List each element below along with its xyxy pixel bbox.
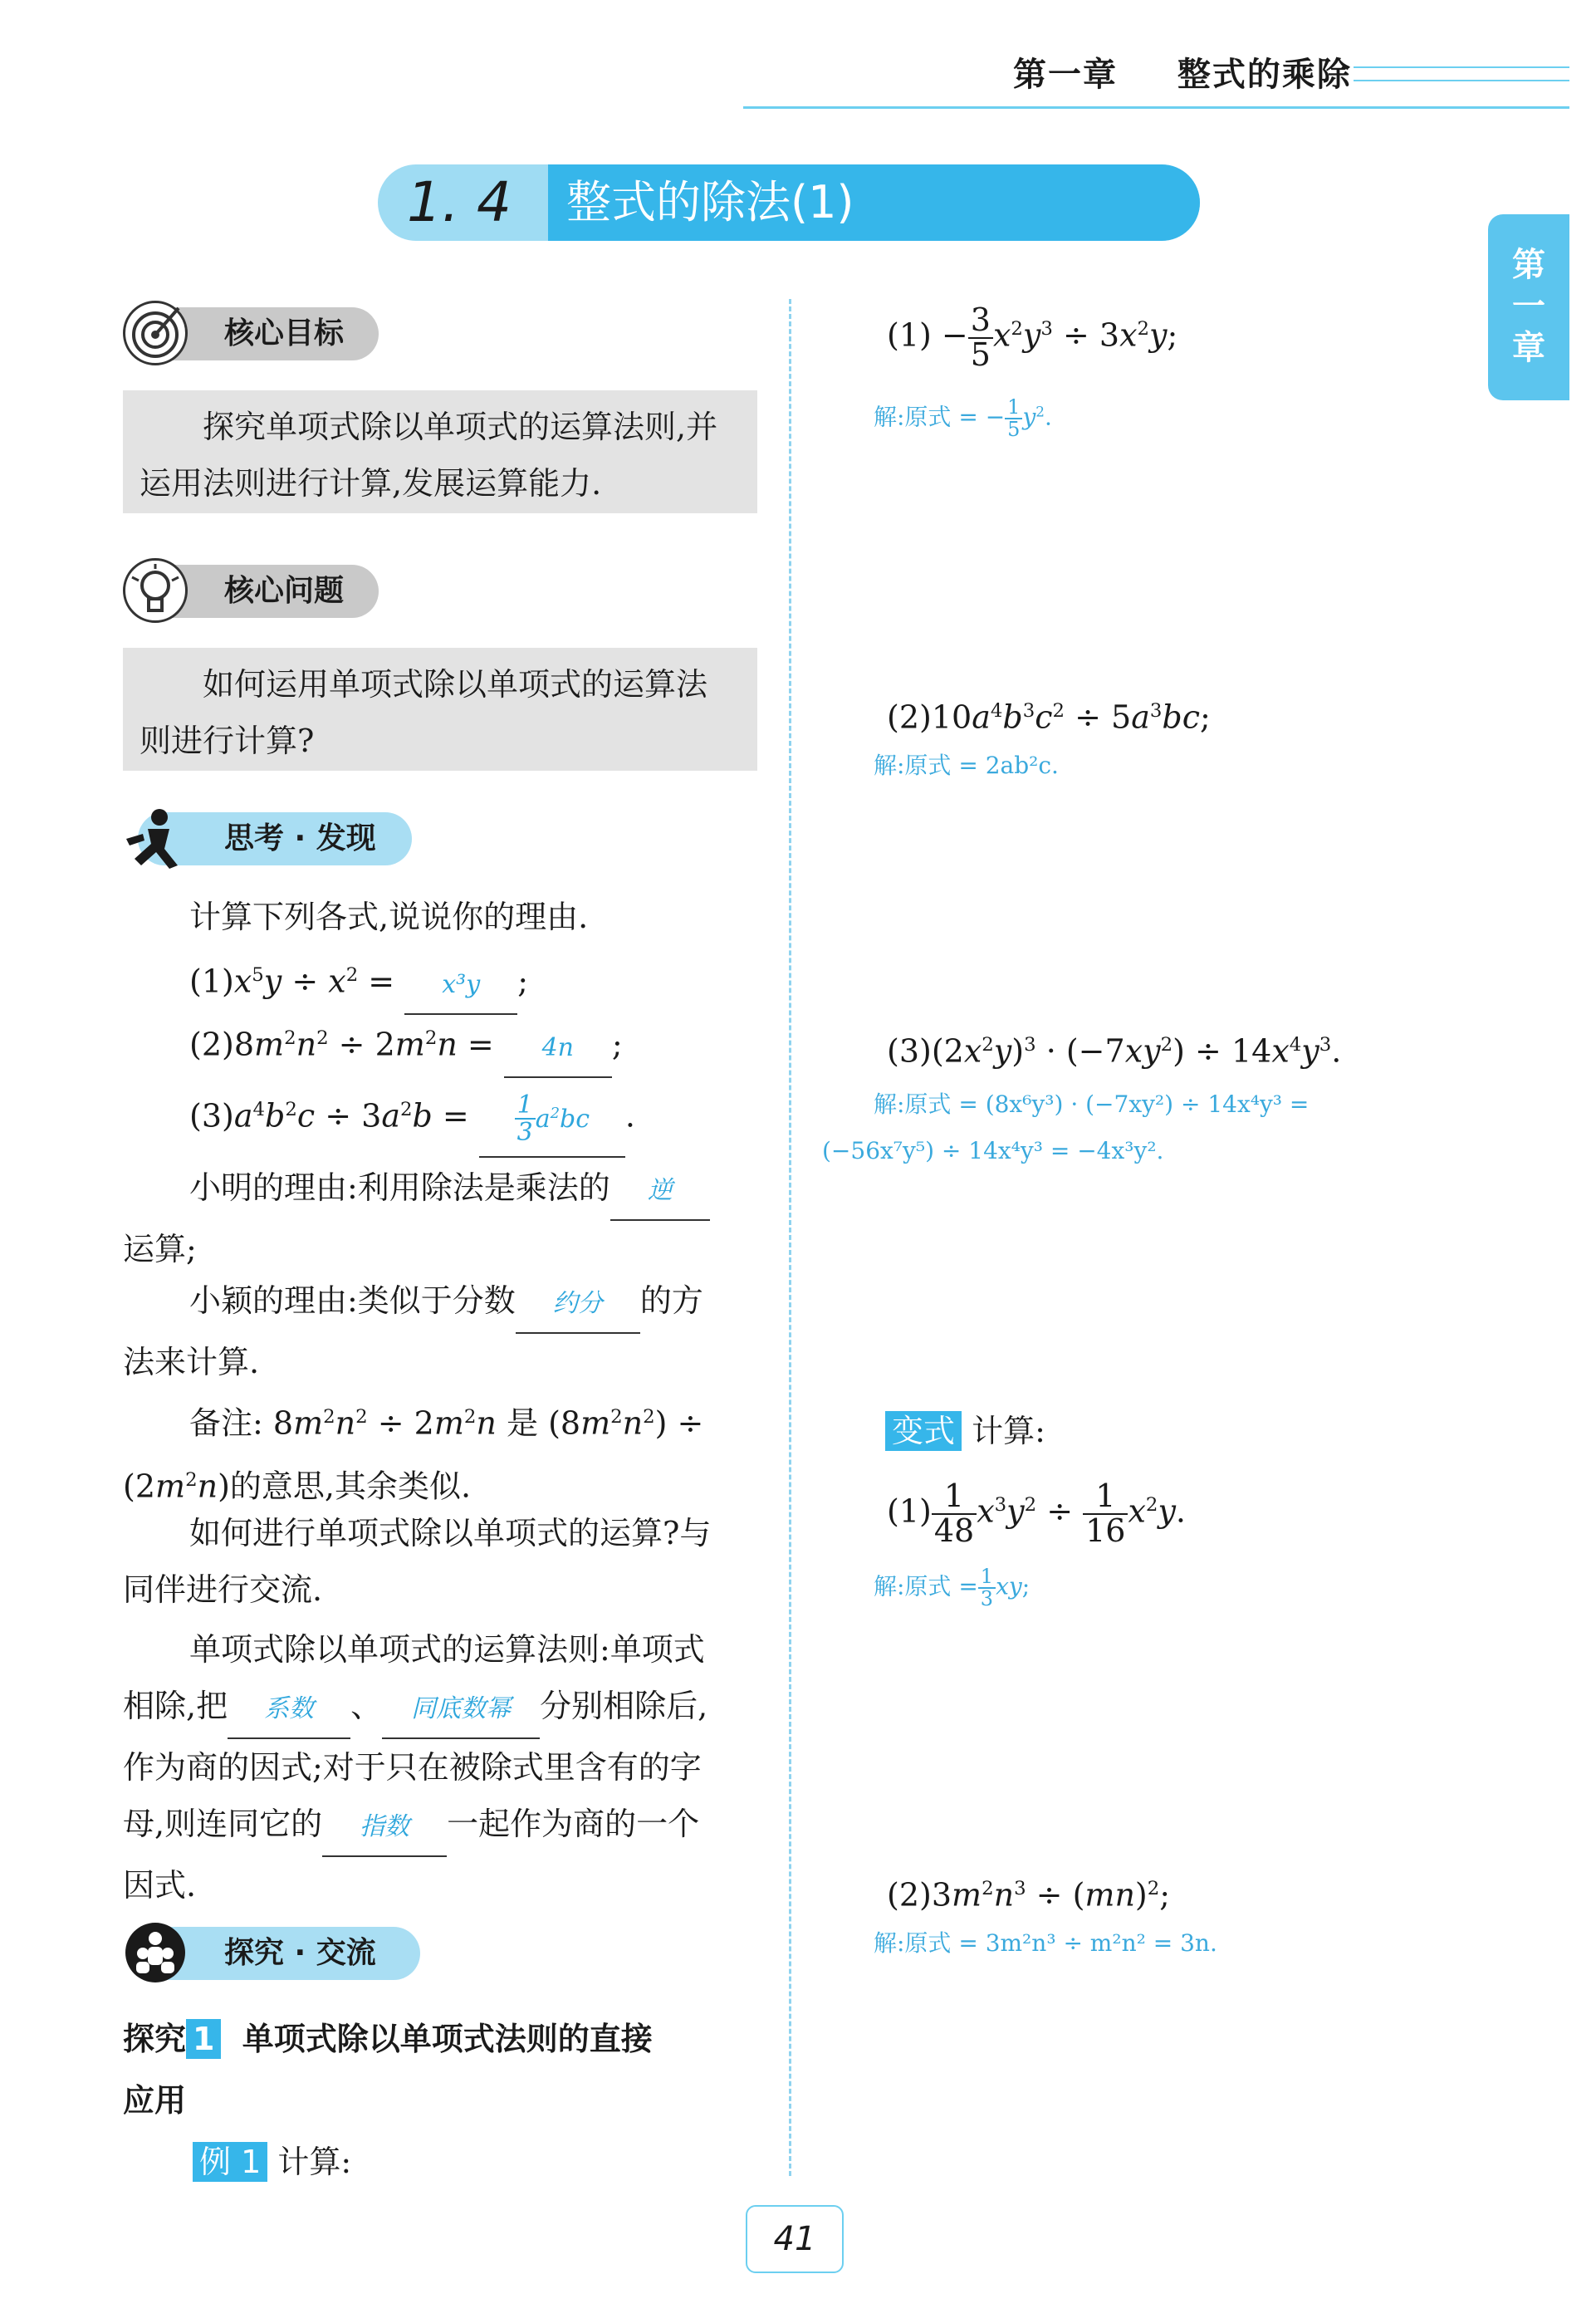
header-rule: [743, 106, 1569, 109]
note: 备注: $8m^2n^2 \div 2m^2n$ 是 $(8m^2n^2)$ ÷ $(2m^2n)$的意思,其余类似.: [123, 1404, 704, 1505]
think-intro: 计算下列各式,说说你的理由.: [189, 899, 589, 935]
think-q1: $(1)x^5y \div x^2 = x^3y$ ;: [189, 947, 528, 1015]
task-title-2: 应用: [123, 2082, 187, 2119]
lightbulb-icon: [123, 558, 188, 623]
chapter-heading: [1013, 48, 1352, 96]
header-deco-line: [1354, 80, 1569, 81]
xiaoying-answer: 约分: [552, 1289, 603, 1318]
solution-1: 解:原式 = − $\frac{1}{5}$ $y^2$.: [874, 395, 1052, 442]
core-question-label-text: 核心问题: [224, 574, 345, 608]
variant-2-label: (2): [887, 1876, 932, 1914]
variant-2: $(2)3m^2n^3 \div (mn)^2$;: [887, 1876, 1171, 1914]
problem-1: (1) − $\frac{3}{5}$ $x^2y^3 \div 3x^2y$;: [887, 301, 1178, 374]
core-goal-text: 探究单项式除以单项式的运算法则,并运用法则进行计算,发展运算能力.: [140, 409, 718, 502]
rule-answer-3: 指数: [360, 1812, 410, 1841]
xiaoying-prefix: 小颖的理由:类似于分数: [189, 1282, 516, 1319]
xiaoying-blank[interactable]: [516, 1272, 640, 1334]
chapter-side-tab: [1488, 214, 1569, 400]
q2-prefix: (2): [189, 1026, 234, 1063]
xiaoying-reason: [123, 1272, 762, 1390]
xiaoming-answer: 逆: [647, 1176, 673, 1205]
discuss-line-2: 同伴进行交流.: [123, 1571, 323, 1608]
solution-2: 解:原式 = 2ab²c.: [874, 752, 1059, 779]
q2-answer-blank[interactable]: [504, 1017, 612, 1078]
side-tab-char: 章: [1512, 329, 1545, 367]
q1-prefix: (1): [189, 963, 234, 1000]
think-label-text: 思考 · 发现: [224, 821, 376, 855]
problem-3: $(3)(2x^2y)^3 \cdot (-7xy^2) \div 14x^4y^3$.: [887, 1032, 1342, 1070]
variant-badge: 变式: [885, 1411, 962, 1451]
rule-line-1: 单项式除以单项式的运算法则:单项式: [189, 1631, 705, 1668]
section-title: 整式的除法(1): [548, 164, 1200, 241]
xiaoying-suffix: 的方: [639, 1282, 703, 1319]
note-mid: 是: [506, 1404, 538, 1442]
column-divider: [789, 299, 791, 2176]
xiaoming-reason: [123, 1159, 762, 1277]
solution-3: [822, 1081, 1453, 1174]
example-1: [193, 2136, 351, 2188]
core-goal-header: [123, 301, 380, 367]
rule-line-2a: 相除,把: [123, 1688, 228, 1724]
variant-1-solution: 解:原式 = $\frac{1}{3}$ xy;: [874, 1565, 1031, 1611]
problem-2: $(2)10a^4b^3c^2 \div 5a^3bc$;: [887, 698, 1211, 736]
solution-3-line-2: (−56x⁷y⁵) ÷ 14x⁴y³ = −4x³y².: [822, 1137, 1164, 1164]
rule-answer-1: 系数: [264, 1694, 315, 1723]
think-header: [123, 806, 414, 872]
page-header: [0, 0, 1596, 116]
rule-separator: 、: [350, 1688, 383, 1724]
note-prefix: 备注:: [189, 1404, 263, 1442]
explore-label-text: 探究 · 交流: [224, 1936, 376, 1970]
variant-1: (1) $\frac{1}{48}$ $x^3y^2$ ÷ $\frac{1}{16}$ $x^2y$.: [887, 1478, 1186, 1550]
q1-answer-blank[interactable]: [404, 953, 517, 1015]
q3-answer-denominator: 3: [516, 1118, 533, 1148]
explore-header: [123, 1920, 422, 1987]
problem-2-label: (2): [887, 698, 932, 736]
xiaoming-prefix: 小明的理由:利用除法是乘法的: [189, 1169, 610, 1206]
side-tab-char: 第: [1512, 246, 1545, 284]
xiaoming-suffix: 运算;: [123, 1231, 197, 1267]
side-tab-char: 一: [1512, 287, 1545, 326]
chapter-number: 第一章: [1013, 56, 1118, 94]
rule-blank-1[interactable]: [228, 1678, 350, 1739]
example-badge: 例 1: [193, 2142, 267, 2182]
variant: [885, 1405, 1045, 1457]
variant-1-label: (1): [887, 1492, 932, 1530]
variant-2-solution: 解:原式 = 3m²n³ ÷ m²n² = 3n.: [874, 1929, 1217, 1957]
explore-task-heading: [123, 2008, 771, 2131]
rule-line-2b: 分别相除后,: [540, 1688, 708, 1724]
problem-3-label: (3): [887, 1032, 932, 1070]
core-question-box: [123, 648, 757, 771]
q3-prefix: (3): [189, 1097, 234, 1135]
xiaoming-blank[interactable]: [610, 1159, 710, 1221]
chapter-title: 整式的乘除: [1177, 56, 1352, 94]
q3-answer-blank[interactable]: $\frac{1}{3}$ $a^2bc$: [479, 1077, 625, 1158]
think-q3: $(3)a^4b^2c \div 3a^2b$ = $\frac{1}{3}$ $a^2bc$ .: [189, 1073, 635, 1158]
example-text: 计算:: [277, 2144, 352, 2180]
rule-blank-3[interactable]: [322, 1796, 447, 1857]
rule-line-4b: 一起作为商的一个: [447, 1806, 700, 1842]
q2-answer: 4n: [541, 1032, 575, 1062]
q1-answer: x³y: [442, 969, 481, 999]
core-goal-label-text: 核心目标: [224, 316, 345, 350]
core-goal-box: [123, 390, 757, 513]
variant-1-solution-text: 解:原式 =: [874, 1572, 978, 1600]
thinker-icon: [123, 806, 188, 870]
rule-line-3: 作为商的因式;对于只在被除式里含有的字: [123, 1749, 702, 1786]
page-number: 41: [746, 2205, 844, 2273]
q3-answer-numerator: 1: [515, 1092, 536, 1120]
discuss-line-1: 如何进行单项式除以单项式的运算?与: [189, 1515, 712, 1551]
target-icon: [123, 301, 188, 365]
header-deco-line: [1354, 66, 1569, 68]
rule-answer-2: 同底数幂: [411, 1694, 512, 1723]
q3-answer: [515, 1092, 536, 1146]
xiaoying-suffix-2: 法来计算.: [123, 1344, 260, 1380]
core-question-text: 如何运用单项式除以单项式的运算法则进行计算?: [140, 666, 708, 759]
section-number: 1. 4: [407, 170, 512, 234]
variant-text: 计算:: [972, 1413, 1045, 1449]
task-title: 单项式除以单项式法则的直接: [242, 2021, 653, 2057]
solution-1-text: 解:原式 = −: [874, 403, 1006, 431]
task-number: 1: [186, 2019, 221, 2059]
note-end: 的意思,其余类似.: [229, 1468, 472, 1505]
core-question-header: [123, 558, 380, 625]
solution-3-line-1: 解:原式 = (8x⁶y³) · (−7xy²) ÷ 14x⁴y³ =: [874, 1090, 1310, 1118]
task-badge: 探究: [123, 2021, 187, 2057]
problem-1-label: (1): [887, 316, 932, 354]
rule-line-4a: 母,则连同它的: [123, 1806, 323, 1842]
rule-text: [123, 1621, 771, 1914]
discuss-prompt: [123, 1505, 762, 1618]
think-q2: $(2)8m^2n^2 \div 2m^2n = 4n$ ;: [189, 1010, 623, 1078]
rule-blank-2[interactable]: [382, 1678, 540, 1739]
people-icon: [123, 1920, 188, 1985]
rule-line-5: 因式.: [123, 1867, 197, 1904]
